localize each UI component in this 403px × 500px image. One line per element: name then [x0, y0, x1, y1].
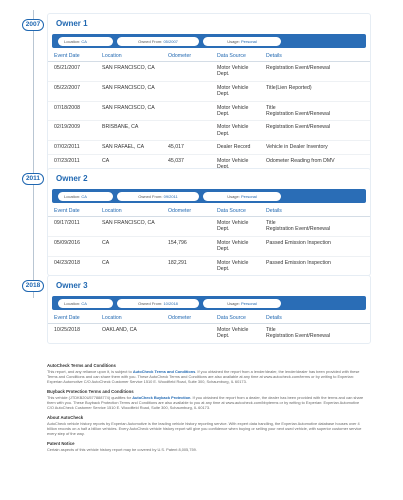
owned-from-pill: Owned From: 05/2007 [117, 37, 199, 46]
table-row [48, 217, 370, 237]
column-header: Odometer [162, 50, 211, 62]
owner-info-bar [52, 296, 366, 310]
history-table [48, 205, 370, 275]
footer-heading: Patent Notice [47, 441, 75, 446]
table-cell: Motor Vehicle Dept. [217, 259, 249, 273]
year-badge: 2011 [22, 173, 44, 185]
footer-text: This report, and any reliance upon it, is subject to AutoCheck Terms and Conditions. If you obtained the report from a lender/dealer, the lender/dealer has been provided with these Terms and Conditions and can share them with you. These AutoCheck Terms and Conditions are also available at any time at www.autocheck.com/terms or by writing to Experian: Experian Automotive C/O AutoCheck Customer Service 1510 E. Woodfield Road, Suite 300, Schaumburg, IL 60173. [47, 369, 360, 384]
footer-text: This vehicle (JTDKB20U577888774) qualifies for AutoCheck Buyback Protection. If you obtained the report from a dealer, the dealer has been provided with the terms and can share them with you. These Buyback Protection Terms and Conditions are also available to you at any time at www.autocheck.com/bbpterms or by writing to Experian: Experian Automotive C/O AutoCheck Customer Service 1510 E. Woodfield Road, Suite 300, Schaumburg, IL 60173. [47, 395, 364, 410]
table-cell: 07/02/2011 [48, 141, 96, 154]
table-cell: Motor Vehicle Dept. [211, 62, 260, 82]
usage-pill: Usage: Personal [203, 37, 281, 46]
table-row [48, 121, 370, 141]
table-cell: Passed Emission Inspection [260, 236, 370, 256]
table-cell: CA [96, 236, 162, 256]
footer-section [47, 415, 367, 436]
column-header: Event Date [48, 205, 96, 217]
owner-title: Owner 3 [56, 281, 88, 290]
column-header: Details [260, 205, 370, 217]
footer-heading: About AutoCheck [47, 415, 84, 420]
table-cell: SAN FRANCISCO, CA [96, 101, 162, 121]
column-header: Details [260, 50, 370, 62]
table-cell: Passed Emission Inspection [266, 259, 331, 266]
table-row [48, 81, 370, 101]
table-cell: Motor Vehicle Dept. [211, 101, 260, 121]
footer-text: Certain aspects of this vehicle history report may be covered by U.S. Patent 8,005,759. [47, 447, 197, 452]
table-cell: SAN FRANCISCO, CA [96, 62, 162, 82]
table-cell: Odometer Reading from DMV [266, 157, 335, 164]
table-cell: Motor Vehicle Dept. [211, 236, 260, 256]
table-cell: 45,017 [162, 141, 211, 154]
table-row [48, 101, 370, 121]
footer-heading: Buyback Protection Terms and Conditions [47, 389, 134, 394]
table-cell: SAN FRANCISCO, CA [96, 81, 162, 101]
table-row [48, 236, 370, 256]
table-row [48, 324, 370, 343]
owner-card [47, 168, 371, 276]
history-table [48, 312, 370, 343]
table-cell: 05/22/2007 [48, 81, 96, 101]
table-cell: 07/18/2008 [48, 101, 96, 121]
owned-from-pill: Owned From: 10/2018 [117, 299, 199, 308]
table-cell: Motor Vehicle Dept. [211, 81, 260, 101]
location-pill: Location: CA [58, 299, 113, 308]
table-cell [162, 121, 211, 141]
table-cell: Motor Vehicle Dept. [211, 217, 260, 237]
table-cell [162, 324, 211, 343]
footer-section [47, 441, 367, 452]
column-header: Event Date [48, 50, 96, 62]
table-cell: Vehicle in Dealer Inventory [260, 141, 370, 154]
usage-pill: Usage: Personal [203, 192, 281, 201]
table-cell: Registration Event/Renewal [260, 121, 370, 141]
terms-link[interactable]: AutoCheck Terms and Conditions [132, 369, 196, 374]
column-header: Data Source [211, 205, 260, 217]
table-header-row [48, 312, 370, 324]
table-cell: Title Registration Event/Renewal [260, 217, 370, 237]
column-header: Location [96, 205, 162, 217]
table-cell: Dealer Record [211, 141, 260, 154]
table-cell [162, 81, 211, 101]
table-row [48, 141, 370, 154]
table-cell: 02/19/2009 [48, 121, 96, 141]
column-header: Location [96, 50, 162, 62]
table-cell: OAKLAND, CA [102, 327, 137, 333]
table-cell: Registration Event/Renewal [260, 62, 370, 82]
table-row [48, 62, 370, 82]
footer-text: AutoCheck vehicle history reports by Experian Automotive is the leading vehicle history reporting service. With expert data handling, the Experian Automotive database houses over 4 billion records on a half a billion vehicles. Every AutoCheck vehicle history report will give you confidence when buying or selling your next used vehicle, with superior customer service every step of the way. [47, 421, 362, 436]
column-header: Data Source [211, 312, 260, 324]
table-cell: 09/17/2011 [48, 217, 96, 237]
table-cell [162, 62, 211, 82]
usage-pill: Usage: Personal [203, 299, 281, 308]
owner-card [47, 275, 371, 344]
table-cell [162, 217, 211, 237]
table-cell: 05/09/2016 [48, 236, 96, 256]
column-header: Details [260, 312, 370, 324]
table-row [48, 256, 370, 275]
table-cell: Motor Vehicle [217, 157, 249, 164]
table-cell: Title Registration Event/Renewal [260, 101, 370, 121]
timeline-line [33, 10, 34, 298]
year-badge: 2007 [22, 19, 44, 31]
buyback-link[interactable]: AutoCheck Buyback Protection [132, 395, 191, 400]
table-cell: 07/23/2011 [54, 157, 80, 164]
table-header-row [48, 50, 370, 62]
owner-title: Owner 1 [56, 19, 88, 28]
table-cell [162, 101, 211, 121]
table-cell: 04/23/2018 [54, 259, 80, 266]
table-cell: Motor Vehicle Dept. [217, 327, 249, 340]
location-pill: Location: CA [58, 37, 113, 46]
footer-heading: AutoCheck Terms and Conditions [47, 363, 116, 368]
location-pill: Location: CA [58, 192, 113, 201]
table-cell: Title Registration Event/Renewal [266, 327, 331, 340]
history-table [48, 50, 370, 173]
column-header: Data Source [211, 50, 260, 62]
column-header: Odometer [162, 312, 211, 324]
report-footer [47, 363, 367, 457]
year-badge: 2018 [22, 280, 44, 292]
column-header: Odometer [162, 205, 211, 217]
table-cell: 45,037 [168, 157, 184, 164]
table-cell: Title(Lien Reported) [260, 81, 370, 101]
table-cell: 05/21/2007 [48, 62, 96, 82]
column-header: Event Date [48, 312, 96, 324]
footer-section [47, 363, 367, 384]
table-cell: 182,291 [168, 259, 187, 266]
owner-card [47, 13, 371, 174]
owned-from-pill: Owned From: 09/2011 [117, 192, 199, 201]
owner-title: Owner 2 [56, 174, 88, 183]
table-cell: BRISBANE, CA [96, 121, 162, 141]
table-cell: SAN FRANCISCO, CA [96, 217, 162, 237]
table-header-row [48, 205, 370, 217]
table-cell: 10/25/2018 [54, 327, 80, 333]
table-cell: CA [102, 259, 110, 266]
owner-info-bar [52, 34, 366, 48]
table-cell: 154,796 [162, 236, 211, 256]
owner-info-bar [52, 189, 366, 203]
column-header: Location [96, 312, 162, 324]
table-cell: Motor Vehicle Dept. [211, 121, 260, 141]
footer-section [47, 389, 367, 410]
table-cell: SAN RAFAEL, CA [96, 141, 162, 154]
table-cell: CA [102, 157, 110, 164]
